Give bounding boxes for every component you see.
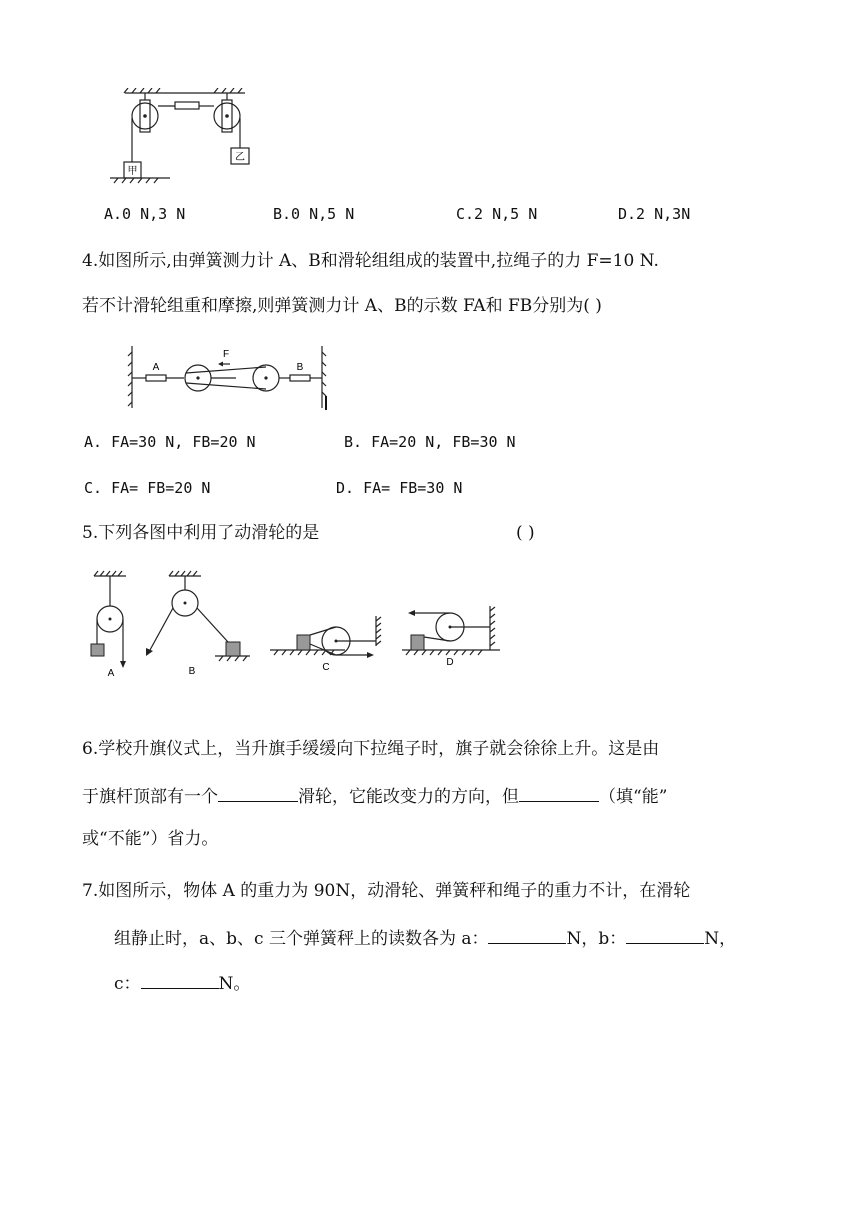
q7-blank-a[interactable] bbox=[488, 925, 566, 944]
q3-option-c: C.2 N,5 N bbox=[456, 205, 538, 223]
q4-figure bbox=[126, 344, 332, 414]
q7-stem-line3 bbox=[114, 970, 250, 995]
q6-stem-line1: 6.学校升旗仪式上，当升旗手缓缓向下拉绳子时，旗子就会徐徐上升。这是由 bbox=[82, 739, 660, 759]
q7-blank-b[interactable] bbox=[626, 925, 704, 944]
q3-option-a: A.0 N,3 N bbox=[104, 205, 186, 223]
q7-text-b: N，b： bbox=[566, 929, 627, 949]
q4-stem-line1: 4.如图所示,由弹簧测力计 A、B和滑轮组组成的装置中,拉绳子的力 F=10 N. bbox=[82, 251, 659, 271]
q3-option-b: B.0 N,5 N bbox=[273, 205, 355, 223]
q4-option-b: B. FA=20 N, FB=30 N bbox=[344, 433, 516, 451]
q5-fig-label-b: B bbox=[188, 666, 196, 677]
q6-text-3: （填“能” bbox=[599, 787, 668, 807]
q4-option-d: D. FA= FB=30 N bbox=[336, 479, 463, 497]
q5-fig-label-d: D bbox=[446, 657, 454, 668]
q6-stem-line2 bbox=[82, 783, 667, 808]
q6-blank-2[interactable] bbox=[519, 783, 599, 802]
q3-block-jia: 甲 bbox=[127, 166, 138, 177]
q7-stem-line1: 7.如图所示，物体 A 的重力为 90N，动滑轮、弹簧秤和绳子的重力不计，在滑轮 bbox=[82, 881, 691, 901]
q4-label-b: B bbox=[296, 362, 304, 373]
q3-figure bbox=[100, 88, 270, 188]
q4-option-c: C. FA= FB=20 N bbox=[84, 479, 211, 497]
q6-text-2: 滑轮，它能改变力的方向，但 bbox=[298, 787, 519, 807]
q5-fig-label-c: C bbox=[322, 662, 330, 673]
q6-text-1: 于旗杆顶部有一个 bbox=[82, 787, 218, 807]
q4-label-f: F bbox=[222, 349, 230, 360]
q4-stem-line2: 若不计滑轮组重和摩擦,则弹簧测力计 A、B的示数 FA和 FB分别为( ) bbox=[82, 296, 602, 316]
q7-text-c-label: c： bbox=[114, 974, 141, 994]
q5-figures bbox=[80, 566, 510, 682]
q7-blank-c[interactable] bbox=[141, 970, 219, 989]
q4-option-a: A. FA=30 N, FB=20 N bbox=[84, 433, 256, 451]
q6-stem-line3: 或“不能”）省力。 bbox=[82, 829, 219, 849]
q7-text-a: 组静止时，a、b、c 三个弹簧秤上的读数各为 a： bbox=[114, 929, 489, 949]
q5-fig-label-a: A bbox=[107, 668, 115, 679]
q7-stem-line2 bbox=[114, 925, 736, 950]
q6-blank-1[interactable] bbox=[218, 783, 298, 802]
q3-option-d: D.2 N,3N bbox=[618, 205, 691, 223]
q7-text-end: N。 bbox=[218, 974, 251, 994]
q5-answer-paren: ( ) bbox=[516, 523, 535, 543]
q3-block-yi: 乙 bbox=[235, 152, 245, 163]
q7-text-c: N， bbox=[704, 929, 737, 949]
q4-label-a: A bbox=[152, 362, 160, 373]
q5-stem: 5.下列各图中利用了动滑轮的是 bbox=[82, 523, 320, 543]
